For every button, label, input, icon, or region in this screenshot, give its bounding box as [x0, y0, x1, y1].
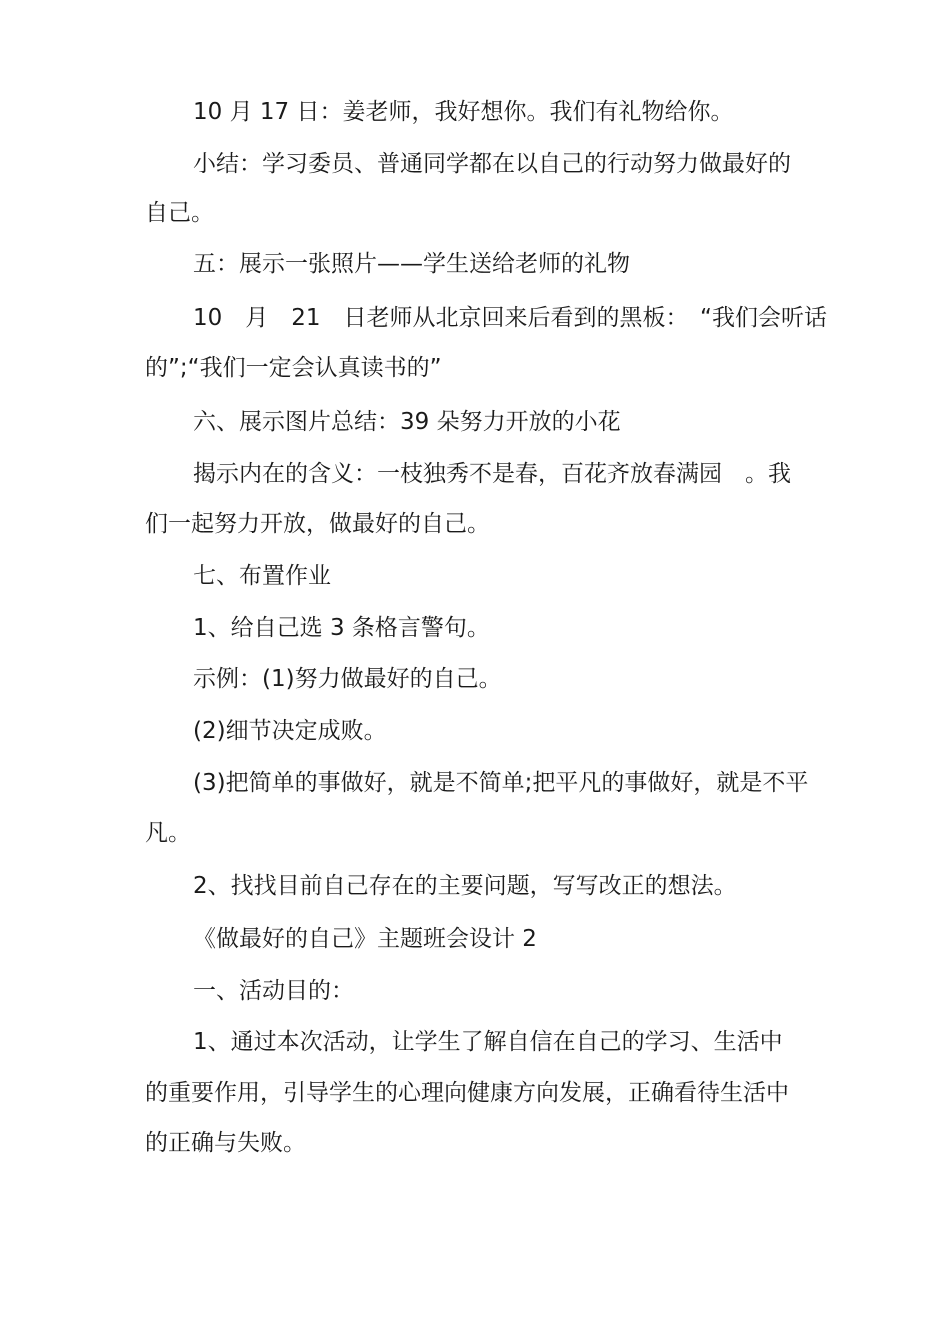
section-heading: 五：展示一张照片——学生送给老师的礼物: [193, 251, 630, 277]
section-heading: 七、布置作业: [193, 563, 331, 589]
paragraph-line: 们一起努力开放，做最好的自己。: [145, 511, 490, 537]
paragraph-line: 小结：学习委员、普通同学都在以自己的行动努力做最好的: [193, 151, 791, 177]
paragraph-line: 凡。: [145, 820, 191, 846]
paragraph-line: 自己。: [145, 200, 214, 226]
paragraph-line: 10 月 21 日老师从北京回来后看到的黑板： “我们会听话: [193, 305, 827, 331]
paragraph-line: 10 月 17 日：姜老师，我好想你。我们有礼物给你。: [193, 99, 734, 125]
paragraph-line: 的”;“我们一定会认真读书的”: [145, 355, 442, 381]
paragraph-line: 揭示内在的含义：一枝独秀不是春，百花齐放春满园 。我: [193, 461, 791, 487]
paragraph-line: (3)把简单的事做好，就是不简单;把平凡的事做好，就是不平: [193, 770, 809, 796]
paragraph-line: 1、给自己选 3 条格言警句。: [193, 615, 490, 641]
paragraph-line: 的重要作用，引导学生的心理向健康方向发展，正确看待生活中: [145, 1080, 789, 1106]
paragraph-line: 2、找找目前自己存在的主要问题，写写改正的想法。: [193, 873, 737, 899]
document-title: 《做最好的自己》主题班会设计 2: [193, 926, 537, 952]
paragraph-line: 的正确与失败。: [145, 1130, 306, 1156]
paragraph-line: 1、通过本次活动，让学生了解自信在自己的学习、生活中: [193, 1029, 783, 1055]
paragraph-line: 示例：(1)努力做最好的自己。: [193, 666, 502, 692]
paragraph-line: (2)细节决定成败。: [193, 718, 387, 744]
section-heading: 六、展示图片总结：39 朵努力开放的小花: [193, 409, 621, 435]
section-heading: 一、活动目的：: [193, 978, 354, 1004]
